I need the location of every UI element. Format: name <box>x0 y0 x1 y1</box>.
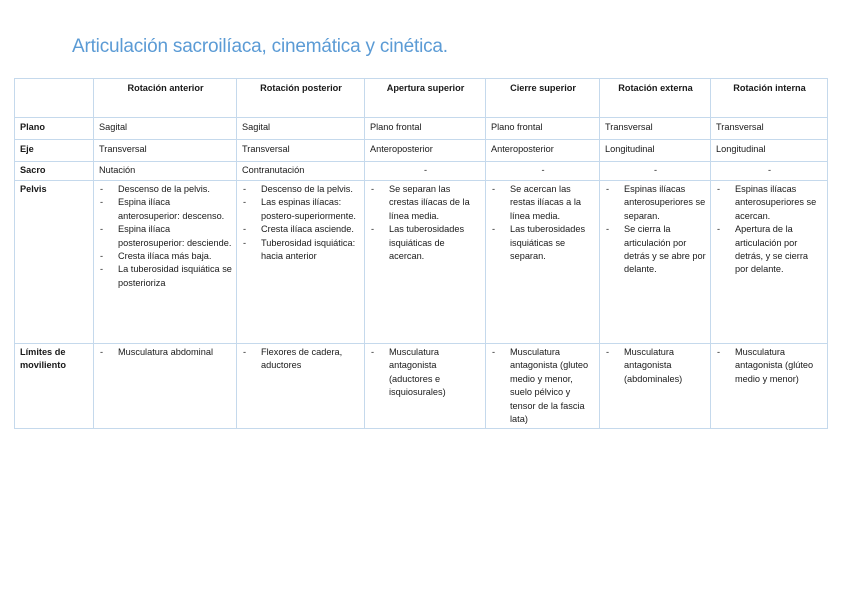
bullet-list <box>716 183 823 277</box>
table-cell: Transversal <box>711 118 828 140</box>
bullet-item: - La tuberosidad isquiática se posterioriza <box>99 263 232 290</box>
movement-table <box>14 78 828 429</box>
table-cell: Anteroposterior <box>486 140 600 162</box>
page-title: Articulación sacroilíaca, cinemática y cinética. <box>72 36 448 57</box>
row-label: Pelvis <box>15 181 94 344</box>
table-cell: - <box>600 162 711 181</box>
table-cell: - <box>486 162 600 181</box>
table-cell: Sagital <box>237 118 365 140</box>
table-row-plano <box>15 118 828 140</box>
bullet-item: - Cresta ilíaca asciende. <box>242 223 360 236</box>
bullet-item: - Cresta ilíaca más baja. <box>99 250 232 263</box>
table-cell <box>486 344 600 429</box>
table-cell: - <box>711 162 828 181</box>
bullet-list <box>370 346 481 400</box>
bullet-list <box>605 346 706 386</box>
bullet-list <box>491 346 595 426</box>
bullet-item: - Se acercan las restas ilíacas a la línea media. <box>491 183 595 223</box>
bullet-item: - Musculatura antagonista (gluteo medio y menor, suelo pélvico y tensor de la fascia lata) <box>491 346 595 426</box>
column-header: Rotación interna <box>711 79 828 118</box>
bullet-item: - Las tuberosidades isquiáticas de acercan. <box>370 223 481 263</box>
bullet-item: - Las espinas ilíacas: postero-superiormente. <box>242 196 360 223</box>
bullet-item: - Musculatura antagonista (aductores e isquiosurales) <box>370 346 481 400</box>
table-row-limites <box>15 344 828 429</box>
table-cell: Plano frontal <box>365 118 486 140</box>
table-cell <box>94 181 237 344</box>
corner-cell <box>15 79 94 118</box>
bullet-list <box>99 183 232 290</box>
table-cell <box>711 181 828 344</box>
bullet-item: - Descenso de la pelvis. <box>242 183 360 196</box>
table-cell: Longitudinal <box>600 140 711 162</box>
bullet-list <box>99 346 232 359</box>
table-row-eje <box>15 140 828 162</box>
bullet-item: - Las tuberosidades isquiáticas se separan. <box>491 223 595 263</box>
table-cell <box>237 344 365 429</box>
bullet-item: - Espina ilíaca posterosuperior: desciende. <box>99 223 232 250</box>
row-label: Plano <box>15 118 94 140</box>
table-cell <box>365 181 486 344</box>
bullet-item: - Se cierra la articulación por detrás y se abre por delante. <box>605 223 706 277</box>
row-label: Límites de moviliento <box>15 344 94 429</box>
table-cell: Plano frontal <box>486 118 600 140</box>
table-cell: Transversal <box>237 140 365 162</box>
column-header: Rotación externa <box>600 79 711 118</box>
bullet-item: - Descenso de la pelvis. <box>99 183 232 196</box>
bullet-item: - Musculatura antagonista (glúteo medio y menor) <box>716 346 823 386</box>
table-cell: Transversal <box>600 118 711 140</box>
bullet-list <box>242 183 360 263</box>
column-header: Apertura superior <box>365 79 486 118</box>
column-header: Cierre superior <box>486 79 600 118</box>
table-cell: Contranutación <box>237 162 365 181</box>
table-cell <box>237 181 365 344</box>
table-cell <box>365 344 486 429</box>
bullet-item: - Apertura de la articulación por detrás, y se cierra por delante. <box>716 223 823 277</box>
table-cell <box>486 181 600 344</box>
table-cell <box>600 344 711 429</box>
bullet-item: - Flexores de cadera, aductores <box>242 346 360 373</box>
row-label: Eje <box>15 140 94 162</box>
bullet-item: - Espina ilíaca anterosuperior: descenso. <box>99 196 232 223</box>
bullet-list <box>491 183 595 263</box>
row-label: Sacro <box>15 162 94 181</box>
bullet-item: - Espinas ilíacas anterosuperiores se separan. <box>605 183 706 223</box>
bullet-item: - Tuberosidad isquiática: hacia anterior <box>242 237 360 264</box>
table-row-sacro <box>15 162 828 181</box>
column-header: Rotación anterior <box>94 79 237 118</box>
bullet-item: - Musculatura antagonista (abdominales) <box>605 346 706 386</box>
bullet-list <box>605 183 706 277</box>
table-cell: Sagital <box>94 118 237 140</box>
header-row <box>15 79 828 118</box>
table-cell: Transversal <box>94 140 237 162</box>
column-header: Rotación posterior <box>237 79 365 118</box>
bullet-list <box>242 346 360 373</box>
table-cell: Nutación <box>94 162 237 181</box>
table-cell <box>711 344 828 429</box>
table-cell: Longitudinal <box>711 140 828 162</box>
bullet-item: - Espinas ilíacas anterosuperiores se acercan. <box>716 183 823 223</box>
table-cell <box>94 344 237 429</box>
table-cell: Anteroposterior <box>365 140 486 162</box>
table-cell <box>600 181 711 344</box>
bullet-item: - Musculatura abdominal <box>99 346 232 359</box>
table-row-pelvis <box>15 181 828 344</box>
bullet-list <box>716 346 823 386</box>
bullet-item: - Se separan las crestas ilíacas de la línea media. <box>370 183 481 223</box>
table-cell: - <box>365 162 486 181</box>
bullet-list <box>370 183 481 263</box>
